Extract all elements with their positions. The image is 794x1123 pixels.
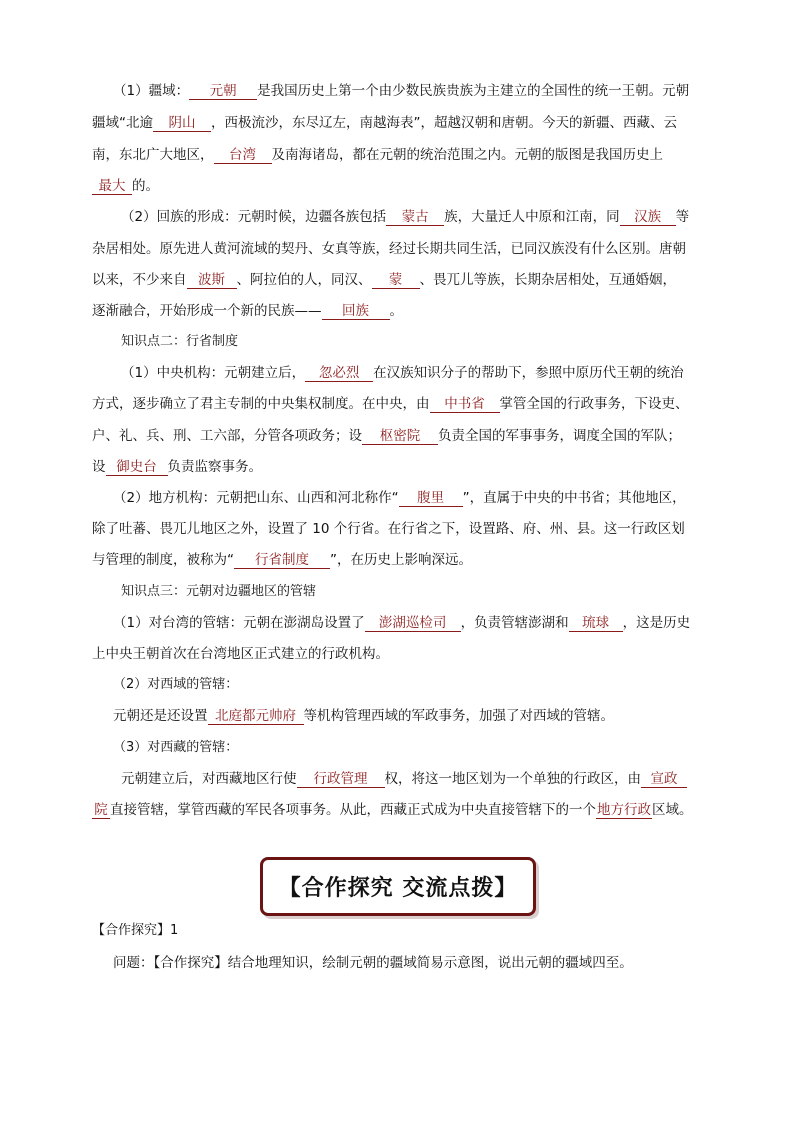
text: 族，大量迁人中原和江南，同 xyxy=(444,209,620,225)
answer-blank: 腹里 xyxy=(399,490,463,507)
local-line-1 xyxy=(113,488,686,508)
taiwan-line-2: 上中央王朝首次在台湾地区正式建立的行政机构。 xyxy=(92,646,389,662)
central-line-4 xyxy=(92,457,262,477)
text: 及南海诸岛，都在元朝的统治范围之内。元朝的版图是我国历史上 xyxy=(271,147,663,163)
answer-blank: 院 xyxy=(92,802,110,819)
hui-line-4 xyxy=(92,301,403,321)
xizang-line-2 xyxy=(92,800,693,820)
answer-blank: 忽必烈 xyxy=(305,365,373,382)
central-line-3 xyxy=(92,426,681,446)
text: 设 xyxy=(92,459,106,475)
xizang-title: （3）对西藏的管辖： xyxy=(113,740,239,755)
text: 方式，逐步确立了君主专制的中央集权制度。在中央，由 xyxy=(92,396,430,412)
text: 权，将这一地区划为一个单独的行政区，由 xyxy=(384,771,641,787)
hui-line-1 xyxy=(121,207,689,227)
text: 是我国历史上第一个由少数民族贵族为主建立的全国性的统一王朝。元朝 xyxy=(257,83,690,99)
text: 直接管辖，掌管西藏的军民各项事务。从此，西藏正式成为中央直接管辖下的一个 xyxy=(110,802,596,818)
territory-line-3 xyxy=(92,145,663,165)
text: ，负责管辖澎湖和 xyxy=(460,615,569,631)
hui-line-3 xyxy=(92,270,676,290)
hui-line-2: 杂居相处。原先进人黄河流域的契丹、女真等族，经过长期共同生活，已同汉族没有什么区别。唐朝 xyxy=(92,241,686,257)
text: （1）中央机构：元朝建立后， xyxy=(121,365,306,381)
answer-blank: 蒙古 xyxy=(386,209,444,226)
text: 与管理的制度，被称为“ xyxy=(92,552,234,568)
knowledge-point-3-title: 知识点三：元朝对边疆地区的管辖 xyxy=(121,584,317,599)
answer-blank: 波斯 xyxy=(187,272,237,289)
local-line-2: 除了吐蕃、畏兀儿地区之外，设置了 10 个行省。在行省之下，设置路、府、州、县。这一行政区划 xyxy=(92,521,685,537)
answer-blank: 台湾 xyxy=(214,147,272,164)
text: 元朝建立后，对西藏地区行使 xyxy=(121,771,297,787)
text: 疆域“北逾 xyxy=(92,115,153,131)
answer-blank: 琉球 xyxy=(569,615,623,632)
answer-blank: 行政管理 xyxy=(297,771,385,788)
text: ，西极流沙，东尽辽左，南越海表”，超越汉朝和唐朝。今天的新疆、西藏、云 xyxy=(211,115,677,131)
text: 的。 xyxy=(132,178,159,194)
text: 以来，不少来自 xyxy=(92,272,187,288)
answer-blank: 回族 xyxy=(322,303,390,320)
answer-blank: 枢密院 xyxy=(362,428,438,445)
answer-blank: 地方行政 xyxy=(597,802,651,818)
text: 逐渐融合，开始形成一个新的民族—— xyxy=(92,303,322,319)
central-line-1 xyxy=(121,363,684,383)
territory-line-1 xyxy=(113,81,689,101)
xiyu-title: （2）对西域的管辖： xyxy=(113,677,239,692)
central-line-2 xyxy=(92,394,689,414)
coop-question: 问题：【合作探究】结合地理知识，绘制元朝的疆域简易示意图，说出元朝的疆域四至。 xyxy=(113,955,633,971)
section-heading: 【合作探究 交流点拨】 xyxy=(260,857,536,916)
text: 、阿拉伯的人，同汉、 xyxy=(236,272,372,288)
text: 南，东北广大地区， xyxy=(92,147,214,163)
text: 元朝还是还设置 xyxy=(113,708,208,724)
answer-blank: 行省制度 xyxy=(234,552,330,569)
text: 。 xyxy=(389,303,403,319)
text: ”，在历史上影响深远。 xyxy=(330,552,472,568)
xiyu-line xyxy=(113,706,614,726)
answer-blank: 汉族 xyxy=(620,209,676,226)
text: 负责全国的军事事务，调度全国的军队； xyxy=(438,428,681,444)
text: 区域。 xyxy=(652,802,693,818)
answer-blank: 北庭都元帅府 xyxy=(208,708,304,725)
text: 负责监察事务。 xyxy=(167,459,262,475)
text: ，这是历史 xyxy=(622,615,691,631)
xizang-line-1 xyxy=(121,769,687,789)
text: 在汉族知识分子的帮助下，参照中原历代王朝的统治 xyxy=(373,365,684,381)
text: 户、礼、兵、刑、工六部，分管各项政务；设 xyxy=(92,428,362,444)
answer-blank: 御史台 xyxy=(106,459,168,476)
text: 、畏兀儿等族，长期杂居相处，互通婚姻， xyxy=(419,272,676,288)
text: 掌管全国的行政事务，下设吏、 xyxy=(499,396,689,412)
answer-blank: 蒙 xyxy=(372,272,420,289)
answer-blank: 最大 xyxy=(92,178,132,195)
coop-label: 【合作探究】1 xyxy=(92,923,179,938)
taiwan-line-1 xyxy=(113,613,690,633)
text: （1）对台湾的管辖：元朝在澎湖岛设置了 xyxy=(113,615,365,631)
local-line-3 xyxy=(92,550,472,570)
answer-blank: 澎湖巡检司 xyxy=(365,615,461,632)
text: （2）回族的形成：元朝时候，边疆各族包括 xyxy=(121,209,387,225)
text: （1）疆域： xyxy=(113,83,190,99)
text: ”，直属于中央的中书省；其他地区， xyxy=(462,490,686,506)
territory-line-4 xyxy=(92,176,159,196)
text: 等机构管理西域的军政事务，加强了对西域的管辖。 xyxy=(303,708,614,724)
answer-blank: 元朝 xyxy=(189,83,257,100)
answer-blank: 阴山 xyxy=(153,115,211,132)
knowledge-point-2-title: 知识点二：行省制度 xyxy=(121,334,239,349)
text: 等 xyxy=(675,209,690,225)
answer-blank: 中书省 xyxy=(430,396,500,413)
text: （2）地方机构：元朝把山东、山西和河北称作“ xyxy=(113,490,399,506)
territory-line-2 xyxy=(92,113,677,133)
answer-blank: 宣政 xyxy=(641,771,687,788)
